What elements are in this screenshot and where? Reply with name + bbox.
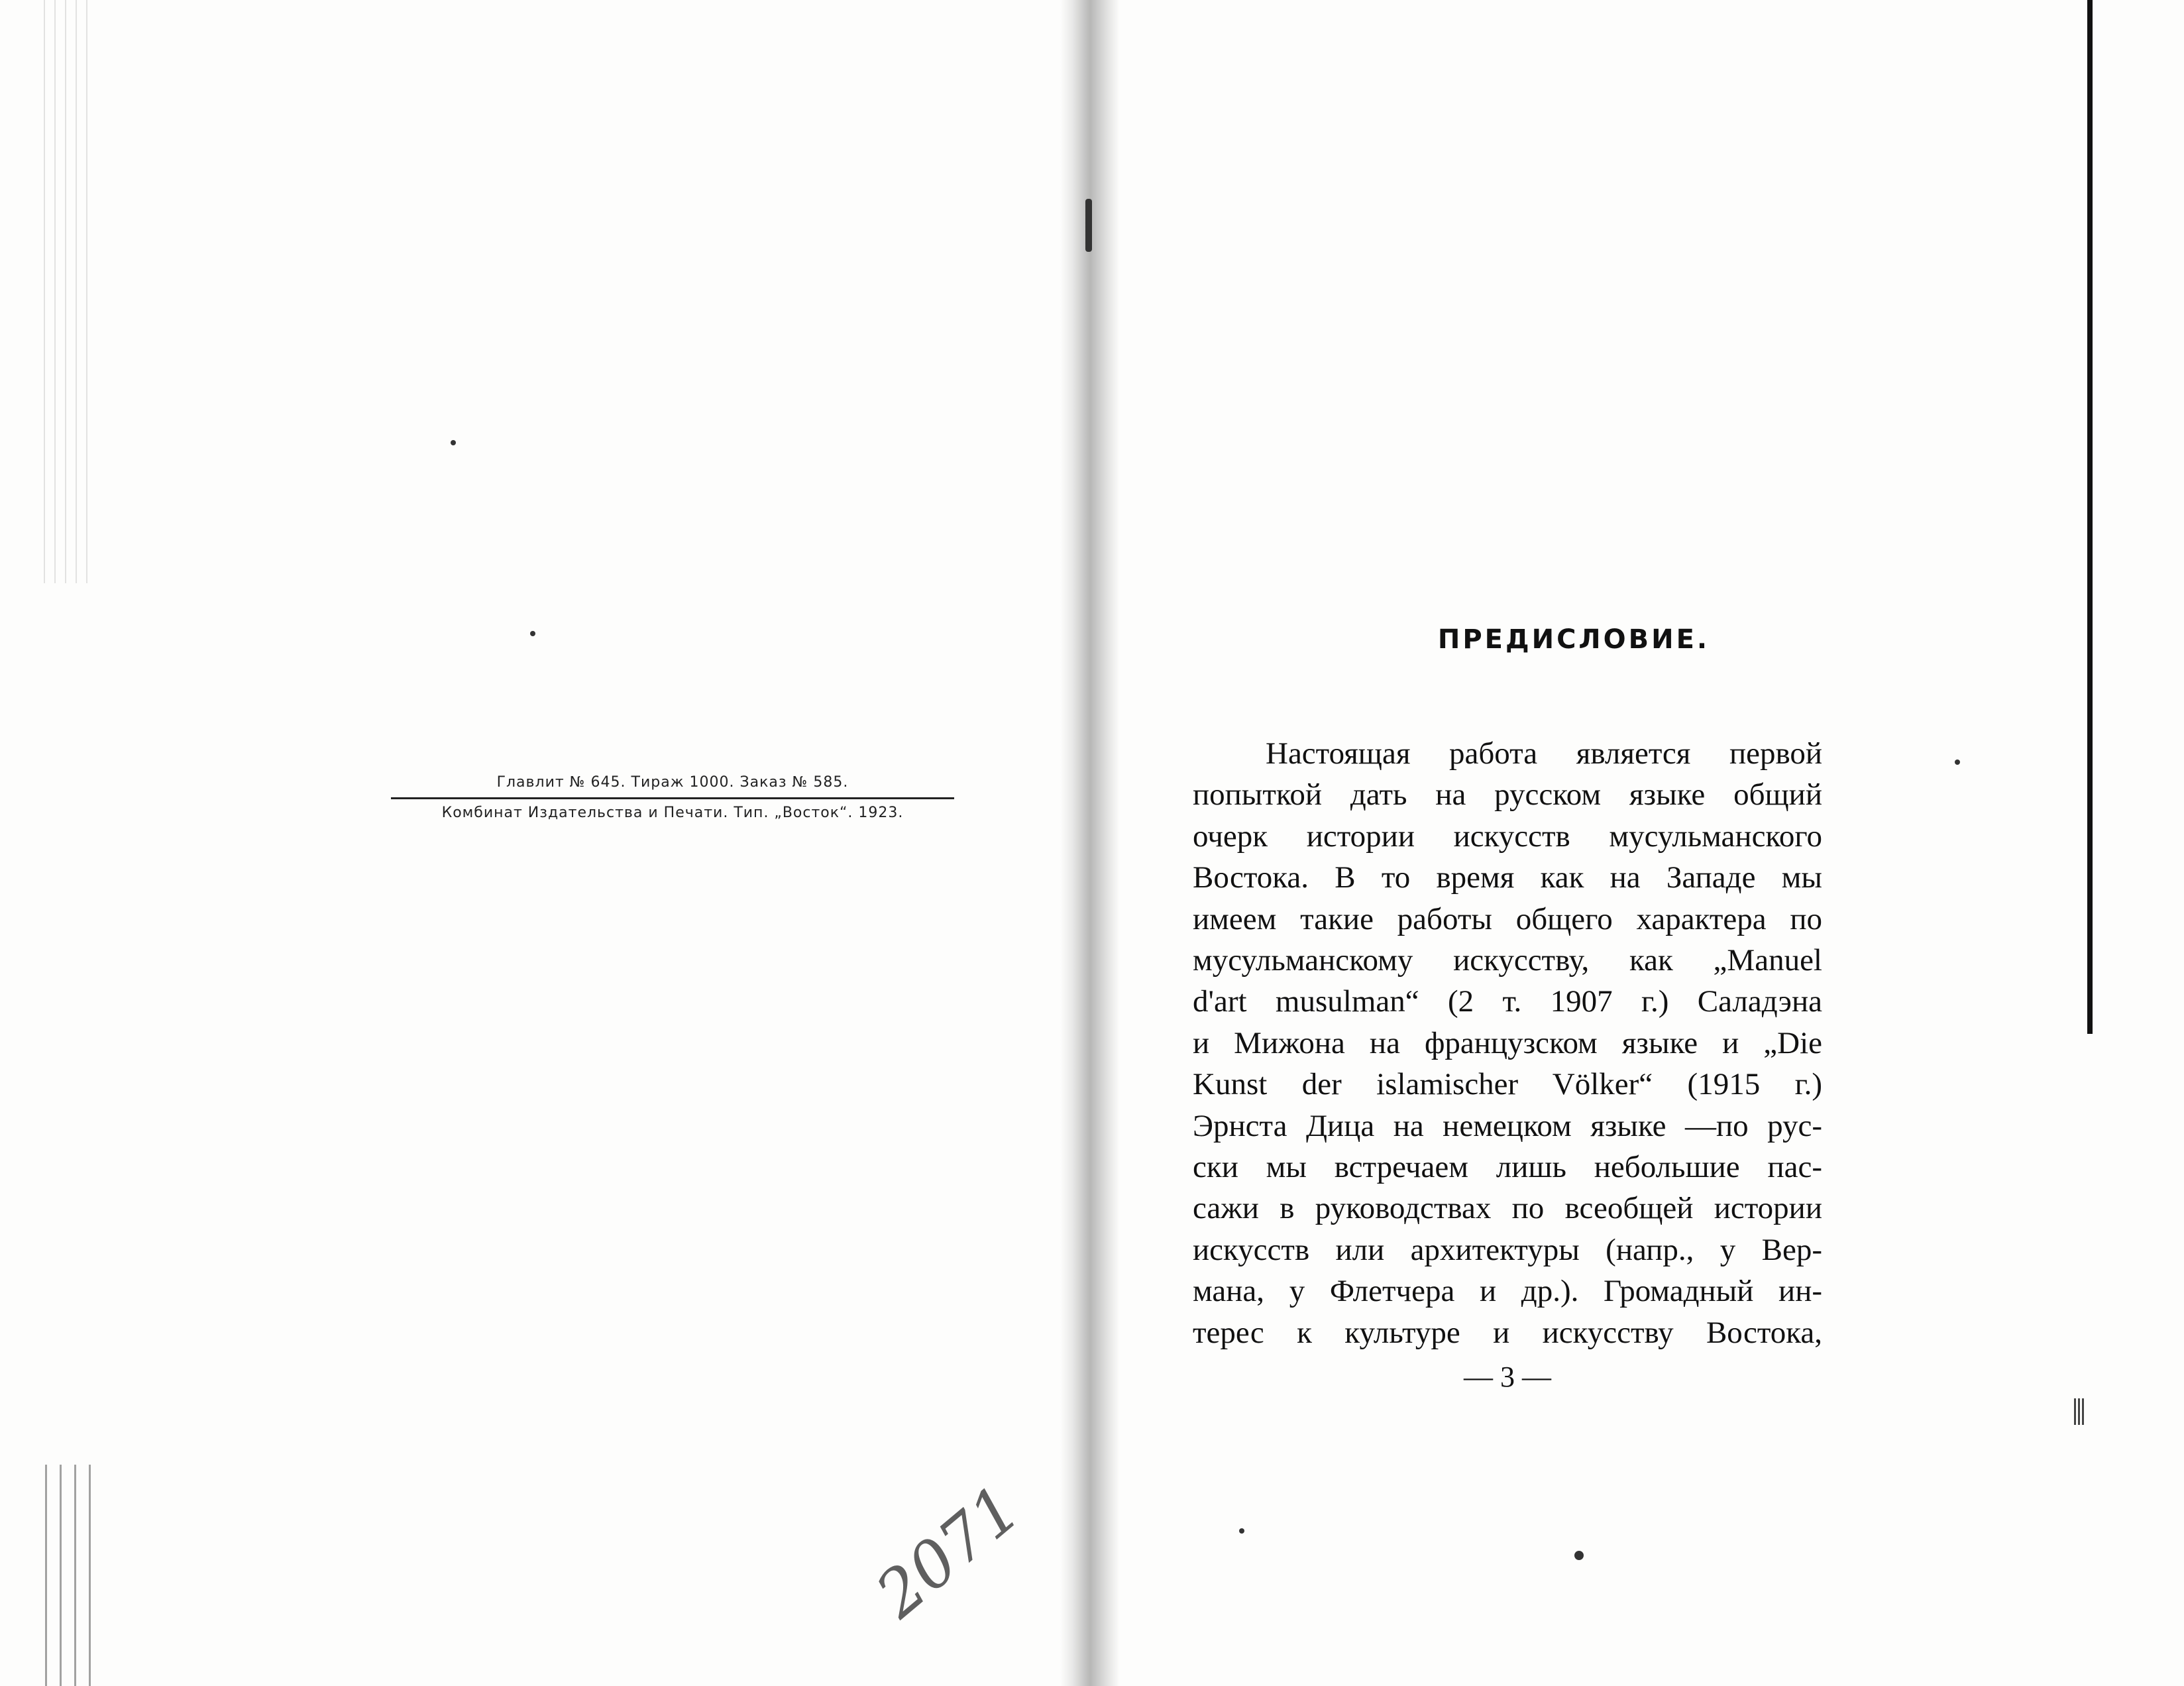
text-line: ски мы встречаем лишь небольшие пас- (1193, 1150, 1822, 1185)
text-line: очерк истории искусств мусульманского (1193, 818, 1822, 854)
text-line: Настоящая работа является первой (1266, 736, 1822, 771)
page-title: ПРЕДИСЛОВИЕ. (1437, 624, 1710, 655)
preface-text (1193, 733, 1822, 1353)
text-line: Эрнста Дица на немецком языке —по рус- (1193, 1108, 1822, 1143)
handwritten-note: 2071 (862, 1471, 1034, 1632)
text-line: терес к культуре и искусству Востока, (1193, 1315, 1822, 1350)
page-number: — 3 — (1464, 1361, 1551, 1393)
text-line: и Мижона на французском языке и „Die (1193, 1025, 1822, 1060)
speck (530, 631, 535, 636)
scan-edge-mark-bottom-right (2074, 1398, 2085, 1425)
book-gutter (1060, 0, 1120, 1686)
text-line: попыткой дать на русском языке общий (1193, 777, 1822, 813)
speck (1574, 1551, 1584, 1560)
text-line: имеем такие работы общего характера по (1193, 901, 1822, 936)
imprint-censorship-line: Главлит № 645. Тираж 1000. Заказ № 585. (496, 774, 849, 791)
text-line: Kunst der islamischer Völker“ (1915 г.) (1193, 1067, 1822, 1102)
scan-edge-marks-top-left (40, 0, 93, 583)
speck (451, 440, 456, 445)
text-line: мана, у Флетчера и др.). Громадный ин- (1193, 1274, 1822, 1309)
speck (1955, 759, 1960, 765)
scan-edge-rule-right (2087, 0, 2093, 1034)
text-line: сажи в руководствах по всеобщей истории (1193, 1191, 1822, 1226)
text-line: Востока. В то время как на Западе мы (1193, 860, 1822, 895)
text-line: мусульманскому искусству, как „Manuel (1193, 943, 1822, 978)
imprint-divider (391, 797, 954, 799)
text-line: d'art musulman“ (2 т. 1907 г.) Саладэна (1193, 984, 1822, 1019)
imprint-block (391, 774, 954, 821)
gutter-speck (1085, 199, 1092, 252)
scan-edge-marks-bottom-left (40, 1465, 99, 1686)
speck (1239, 1528, 1244, 1534)
imprint-printer-line: Комбинат Издательства и Печати. Тип. „Восток“. 1923. (441, 805, 904, 821)
text-line: искусств или архитектуры (напр., у Вер- (1193, 1232, 1822, 1267)
